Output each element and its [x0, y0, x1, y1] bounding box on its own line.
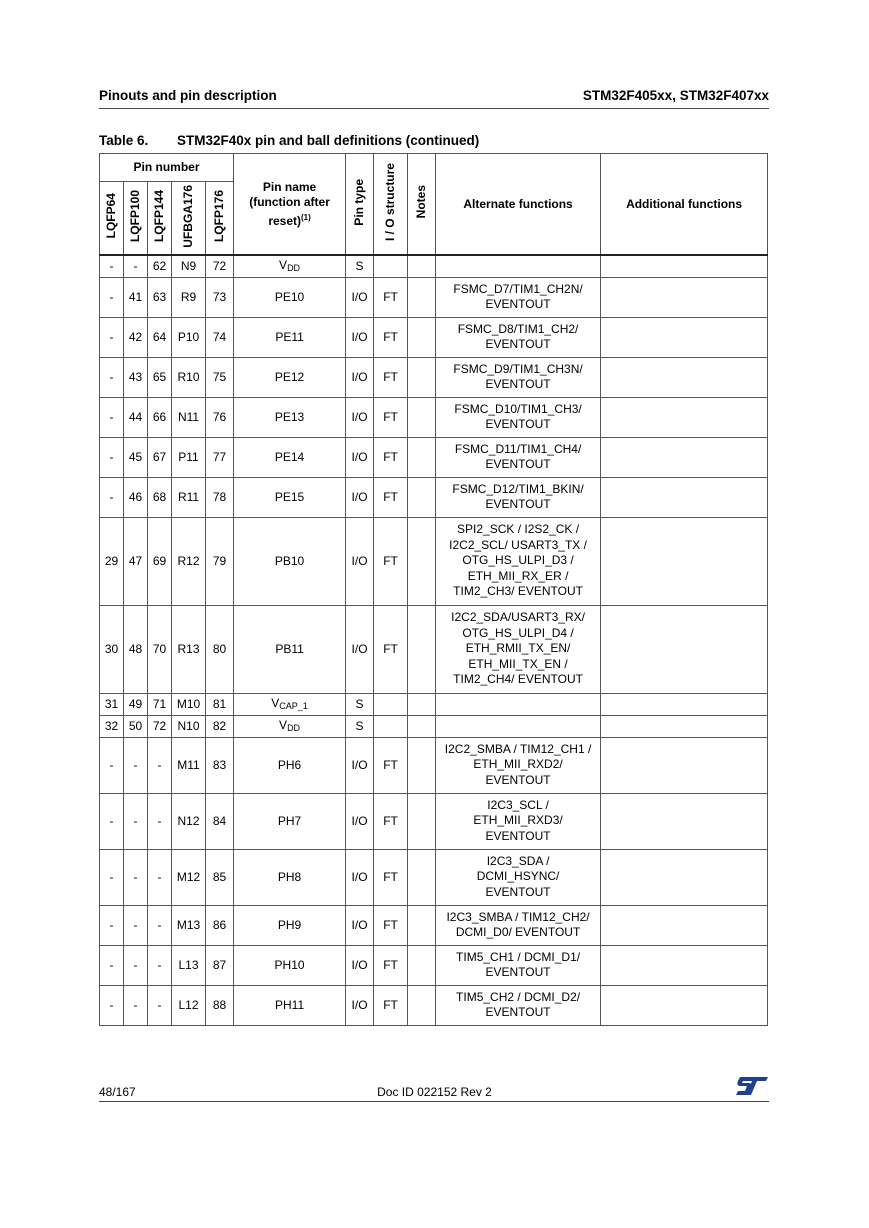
footnote-ref: (1) [301, 212, 311, 222]
pin-type-cell: I/O [346, 317, 374, 357]
pin-name-header-line2: (function after [249, 194, 330, 209]
pin-name-cell [234, 255, 346, 277]
io-structure-header [374, 154, 408, 256]
io-structure-cell: FT [374, 317, 408, 357]
pkg-header-lqfp176 [206, 182, 234, 256]
pin-type-cell: I/O [346, 397, 374, 437]
alternate-function-line: I2C2_SMBA / TIM12_CH1 / [444, 741, 592, 756]
lqfp176-cell: 79 [206, 517, 234, 605]
alternate-function-line: EVENTOUT [485, 772, 551, 787]
lqfp176-cell: 78 [206, 477, 234, 517]
ufbga176-cell: P10 [172, 317, 206, 357]
ufbga176-cell: R10 [172, 357, 206, 397]
lqfp144-cell: 72 [148, 715, 172, 737]
lqfp64-cell: - [100, 397, 124, 437]
pin-name-subscript: DD [287, 722, 301, 733]
lqfp144-cell: 64 [148, 317, 172, 357]
notes-header [408, 154, 436, 256]
table-caption [99, 133, 479, 148]
running-header-title: STM32F405xx, STM32F407xx [582, 88, 769, 103]
io-structure-cell: FT [374, 277, 408, 317]
lqfp100-cell: - [124, 255, 148, 277]
pin-name-cell [234, 397, 346, 437]
alternate-function-line: ETH_MII_RXD2/ [473, 757, 563, 772]
alternate-functions-cell [436, 737, 601, 793]
lqfp176-cell: 80 [206, 605, 234, 693]
alternate-function-line: EVENTOUT [485, 457, 551, 471]
alternate-functions-cell [436, 517, 601, 605]
alternate-functions-cell [436, 437, 601, 477]
alternate-function-line: DCMI_D0/ EVENTOUT [455, 925, 581, 939]
pin-name-cell [234, 985, 346, 1025]
alternate-functions-cell [436, 357, 601, 397]
pin-type-cell: I/O [346, 737, 374, 793]
notes-cell [408, 357, 436, 397]
pin-name: PE12 [274, 370, 305, 384]
alternate-functions-cell [436, 605, 601, 693]
lqfp100-cell: 46 [124, 477, 148, 517]
pin-name: PH8 [277, 870, 302, 884]
lqfp100-cell: 41 [124, 277, 148, 317]
alternate-function-line: FSMC_D12/TIM1_BKIN/ [452, 481, 584, 496]
table-row [100, 793, 768, 849]
lqfp100-cell: 42 [124, 317, 148, 357]
additional-functions-cell [601, 317, 768, 357]
additional-functions-cell [601, 849, 768, 905]
additional-functions-cell [601, 715, 768, 737]
lqfp144-cell: 63 [148, 277, 172, 317]
lqfp144-cell: 68 [148, 477, 172, 517]
alternate-function-line: EVENTOUT [485, 377, 551, 391]
io-structure-cell: FT [374, 905, 408, 945]
io-structure-cell: FT [374, 849, 408, 905]
ufbga176-cell: N11 [172, 397, 206, 437]
additional-functions-cell [601, 277, 768, 317]
table-body [100, 255, 768, 1025]
alternate-function-line: EVENTOUT [485, 297, 551, 311]
pin-type-cell: I/O [346, 277, 374, 317]
alternate-function-line: TIM2_CH3/ EVENTOUT [453, 584, 583, 599]
pin-name: PE10 [274, 290, 305, 304]
pin-number-group-header: Pin number [100, 154, 234, 182]
pin-name-cell [234, 715, 346, 737]
alternate-function-line: EVENTOUT [485, 417, 551, 431]
additional-functions-cell [601, 793, 768, 849]
alternate-functions-cell [436, 317, 601, 357]
lqfp144-cell: - [148, 985, 172, 1025]
lqfp64-cell: - [100, 437, 124, 477]
io-structure-cell [374, 255, 408, 277]
lqfp144-cell: 70 [148, 605, 172, 693]
pkg-header-ufbga176 [172, 182, 206, 256]
pin-type-cell: I/O [346, 605, 374, 693]
io-structure-cell: FT [374, 985, 408, 1025]
page-number: 48/167 [99, 1085, 136, 1099]
lqfp100-cell: - [124, 945, 148, 985]
alternate-functions-cell [436, 477, 601, 517]
lqfp100-cell: - [124, 737, 148, 793]
pin-type-cell: S [346, 255, 374, 277]
alternate-function-line: EVENTOUT [485, 828, 551, 843]
io-structure-cell: FT [374, 357, 408, 397]
alternate-functions-cell [436, 693, 601, 715]
pin-name: PH7 [277, 814, 302, 828]
lqfp144-cell: - [148, 905, 172, 945]
pin-type-header [346, 154, 374, 256]
pin-type-cell: I/O [346, 357, 374, 397]
lqfp144-cell: 66 [148, 397, 172, 437]
alternate-functions-cell [436, 277, 601, 317]
alternate-functions-cell [436, 985, 601, 1025]
additional-functions-cell [601, 477, 768, 517]
pkg-header-lqfp100 [124, 182, 148, 256]
ufbga176-cell: R11 [172, 477, 206, 517]
alternate-function-line: SPI2_SCK / I2S2_CK / [457, 522, 580, 537]
io-structure-cell: FT [374, 517, 408, 605]
pkg-header-lqfp144 [148, 182, 172, 256]
pin-name-subscript: DD [287, 262, 301, 273]
notes-cell [408, 715, 436, 737]
notes-cell [408, 277, 436, 317]
table-row [100, 849, 768, 905]
lqfp176-cell: 86 [206, 905, 234, 945]
lqfp64-cell: 30 [100, 605, 124, 693]
ufbga176-cell: L13 [172, 945, 206, 985]
io-structure-cell: FT [374, 737, 408, 793]
alternate-functions-cell [436, 849, 601, 905]
alternate-functions-cell [436, 397, 601, 437]
lqfp176-cell: 87 [206, 945, 234, 985]
pin-name: PE14 [274, 450, 305, 464]
pin-name: V [279, 257, 288, 272]
io-structure-cell [374, 693, 408, 715]
pin-name-header-line3: reset) [268, 213, 302, 228]
alternate-function-line: ETH_MII_RX_ER / [467, 568, 569, 583]
io-structure-cell [374, 715, 408, 737]
lqfp64-cell: 32 [100, 715, 124, 737]
pin-name-cell [234, 737, 346, 793]
pin-name: PH6 [277, 758, 302, 772]
notes-cell [408, 477, 436, 517]
additional-functions-cell [601, 357, 768, 397]
pin-name: PH10 [274, 958, 305, 972]
pin-name-cell [234, 517, 346, 605]
alternate-function-line: FSMC_D9/TIM1_CH3N/ [453, 361, 583, 376]
additional-functions-cell [601, 985, 768, 1025]
lqfp144-cell: - [148, 793, 172, 849]
lqfp100-cell: 50 [124, 715, 148, 737]
pin-type-cell: I/O [346, 945, 374, 985]
pin-name-cell [234, 357, 346, 397]
ufbga176-cell: N12 [172, 793, 206, 849]
footer-divider [99, 1101, 769, 1102]
lqfp176-cell: 77 [206, 437, 234, 477]
lqfp64-cell: - [100, 849, 124, 905]
notes-cell [408, 517, 436, 605]
lqfp144-cell: 65 [148, 357, 172, 397]
lqfp144-cell: - [148, 945, 172, 985]
table-row [100, 715, 768, 737]
alternate-functions-cell [436, 715, 601, 737]
pkg-label: LQFP64 [104, 193, 118, 239]
pin-name-header-line1: Pin name [262, 179, 317, 194]
alternate-functions-header: Alternate functions [436, 154, 601, 256]
io-structure-cell: FT [374, 945, 408, 985]
pin-type-cell: I/O [346, 905, 374, 945]
pin-name: PE11 [275, 330, 304, 344]
lqfp100-cell: 45 [124, 437, 148, 477]
pin-type-cell: I/O [346, 437, 374, 477]
lqfp64-cell: - [100, 255, 124, 277]
alternate-functions-cell [436, 905, 601, 945]
ufbga176-cell: M10 [172, 693, 206, 715]
table-title: STM32F40x pin and ball definitions (continued) [177, 133, 480, 148]
ufbga176-cell: N10 [172, 715, 206, 737]
pin-name: PB11 [275, 642, 304, 656]
table-row [100, 255, 768, 277]
alternate-function-line: I2C3_SCL / [487, 797, 549, 812]
pkg-label: UFBGA176 [181, 184, 195, 248]
io-structure-cell: FT [374, 437, 408, 477]
lqfp176-cell: 73 [206, 277, 234, 317]
alternate-function-line: EVENTOUT [485, 337, 551, 351]
pin-name-header [234, 154, 346, 256]
alternate-function-line: ETH_MII_TX_EN / [468, 656, 568, 671]
pin-name-cell [234, 277, 346, 317]
alternate-function-line: FSMC_D7/TIM1_CH2N/ [453, 281, 583, 296]
alternate-functions-cell [436, 793, 601, 849]
additional-functions-cell [601, 693, 768, 715]
notes-cell [408, 849, 436, 905]
table-row [100, 945, 768, 985]
alternate-function-line: EVENTOUT [485, 965, 551, 979]
lqfp176-cell: 81 [206, 693, 234, 715]
notes-cell [408, 905, 436, 945]
pin-name-cell [234, 477, 346, 517]
lqfp100-cell: 49 [124, 693, 148, 715]
lqfp144-cell: 71 [148, 693, 172, 715]
ufbga176-cell: R13 [172, 605, 206, 693]
lqfp64-cell: - [100, 985, 124, 1025]
lqfp64-cell: - [100, 793, 124, 849]
ufbga176-cell: P11 [172, 437, 206, 477]
additional-functions-cell [601, 945, 768, 985]
st-logo-icon [735, 1075, 769, 1097]
alternate-function-line: FSMC_D8/TIM1_CH2/ [457, 321, 579, 336]
lqfp176-cell: 82 [206, 715, 234, 737]
lqfp176-cell: 84 [206, 793, 234, 849]
table-number: Table 6. [99, 133, 149, 148]
table-row [100, 693, 768, 715]
ufbga176-cell: R9 [172, 277, 206, 317]
alternate-function-line: FSMC_D11/TIM1_CH4/ [454, 441, 582, 456]
ufbga176-cell: N9 [172, 255, 206, 277]
alternate-function-line: I2C3_SDA / [486, 853, 550, 868]
table-row [100, 277, 768, 317]
io-structure-label: I / O structure [383, 162, 398, 242]
table-row [100, 605, 768, 693]
table-row [100, 517, 768, 605]
pin-name-cell [234, 849, 346, 905]
pkg-label: LQFP176 [212, 189, 227, 243]
additional-functions-cell [601, 905, 768, 945]
alternate-function-line: TIM2_CH4/ EVENTOUT [453, 672, 583, 687]
pin-type-cell: I/O [346, 477, 374, 517]
pin-name-cell [234, 437, 346, 477]
pin-type-cell: S [346, 715, 374, 737]
alternate-function-line: EVENTOUT [485, 497, 551, 511]
io-structure-cell: FT [374, 605, 408, 693]
lqfp176-cell: 83 [206, 737, 234, 793]
alternate-function-line: I2C2_SCL/ USART3_TX / [449, 537, 587, 552]
lqfp176-cell: 72 [206, 255, 234, 277]
pin-type-cell: I/O [346, 517, 374, 605]
lqfp64-cell: 29 [100, 517, 124, 605]
notes-cell [408, 693, 436, 715]
lqfp100-cell: 43 [124, 357, 148, 397]
pin-type-cell: I/O [346, 793, 374, 849]
additional-functions-cell [601, 517, 768, 605]
alternate-functions-cell [436, 945, 601, 985]
pin-type-label: Pin type [352, 178, 367, 226]
pin-name: V [279, 717, 288, 732]
lqfp100-cell: 47 [124, 517, 148, 605]
pin-name: PE15 [274, 490, 305, 504]
lqfp64-cell: - [100, 357, 124, 397]
pin-name: PH11 [274, 998, 305, 1012]
ufbga176-cell: M12 [172, 849, 206, 905]
alternate-function-line: FSMC_D10/TIM1_CH3/ [454, 401, 582, 416]
pin-name: PH9 [277, 918, 302, 932]
pin-name-cell [234, 945, 346, 985]
lqfp64-cell: - [100, 477, 124, 517]
lqfp176-cell: 88 [206, 985, 234, 1025]
lqfp100-cell: - [124, 985, 148, 1025]
lqfp100-cell: 44 [124, 397, 148, 437]
pkg-header-lqfp64 [100, 182, 124, 256]
table-row [100, 737, 768, 793]
pin-name-cell [234, 905, 346, 945]
table-row [100, 477, 768, 517]
pin-name-cell [234, 605, 346, 693]
ufbga176-cell: M11 [172, 737, 206, 793]
alternate-function-line: TIM5_CH1 / DCMI_D1/ [456, 949, 581, 964]
alternate-function-line: OTG_HS_ULPI_D4 / [462, 625, 574, 640]
alternate-function-line: I2C3_SMBA / TIM12_CH2/ [446, 909, 590, 924]
lqfp100-cell: - [124, 905, 148, 945]
notes-label: Notes [414, 185, 429, 219]
alternate-function-line: TIM5_CH2 / DCMI_D2/ [456, 989, 581, 1004]
notes-cell [408, 793, 436, 849]
additional-functions-cell [601, 255, 768, 277]
notes-cell [408, 945, 436, 985]
notes-cell [408, 605, 436, 693]
notes-cell [408, 737, 436, 793]
io-structure-cell: FT [374, 793, 408, 849]
running-header-section: Pinouts and pin description [99, 88, 277, 103]
alternate-function-line: ETH_MII_RXD3/ [473, 813, 563, 828]
pin-name-subscript: CAP_1 [279, 700, 308, 711]
table-row [100, 905, 768, 945]
pkg-label: LQFP100 [128, 189, 142, 243]
notes-cell [408, 437, 436, 477]
doc-id: Doc ID 022152 Rev 2 [377, 1085, 492, 1099]
lqfp176-cell: 85 [206, 849, 234, 905]
lqfp144-cell: - [148, 737, 172, 793]
pin-name-cell [234, 693, 346, 715]
pin-type-cell: I/O [346, 985, 374, 1025]
lqfp176-cell: 75 [206, 357, 234, 397]
table-row [100, 397, 768, 437]
io-structure-cell: FT [374, 397, 408, 437]
alternate-function-line: DCMI_HSYNC/ [476, 869, 560, 884]
table-row [100, 357, 768, 397]
pin-name: PE13 [274, 410, 305, 424]
lqfp144-cell: 62 [148, 255, 172, 277]
lqfp176-cell: 76 [206, 397, 234, 437]
additional-functions-cell [601, 397, 768, 437]
header-divider [99, 108, 769, 109]
ufbga176-cell: L12 [172, 985, 206, 1025]
table-row [100, 317, 768, 357]
pin-definitions-table [99, 153, 768, 1026]
lqfp100-cell: - [124, 793, 148, 849]
additional-functions-header: Additional functions [601, 154, 768, 256]
additional-functions-cell [601, 737, 768, 793]
alternate-function-line: OTG_HS_ULPI_D3 / [462, 553, 574, 568]
lqfp64-cell: - [100, 277, 124, 317]
pin-type-cell: S [346, 693, 374, 715]
pin-name-cell [234, 317, 346, 357]
lqfp64-cell: - [100, 737, 124, 793]
lqfp100-cell: 48 [124, 605, 148, 693]
notes-cell [408, 397, 436, 437]
lqfp176-cell: 74 [206, 317, 234, 357]
alternate-function-line: EVENTOUT [485, 1005, 551, 1019]
pin-name: V [271, 695, 280, 710]
alternate-function-line: EVENTOUT [485, 884, 551, 899]
pkg-label: LQFP144 [152, 189, 166, 243]
notes-cell [408, 985, 436, 1025]
table-row [100, 437, 768, 477]
additional-functions-cell [601, 437, 768, 477]
lqfp144-cell: 69 [148, 517, 172, 605]
pin-name-cell [234, 793, 346, 849]
notes-cell [408, 317, 436, 357]
lqfp144-cell: - [148, 849, 172, 905]
ufbga176-cell: R12 [172, 517, 206, 605]
alternate-functions-cell [436, 255, 601, 277]
additional-functions-cell [601, 605, 768, 693]
ufbga176-cell: M13 [172, 905, 206, 945]
io-structure-cell: FT [374, 477, 408, 517]
notes-cell [408, 255, 436, 277]
lqfp144-cell: 67 [148, 437, 172, 477]
pin-name: PB10 [274, 554, 305, 568]
table-row [100, 985, 768, 1025]
lqfp64-cell: 31 [100, 693, 124, 715]
lqfp100-cell: - [124, 849, 148, 905]
pin-type-cell: I/O [346, 849, 374, 905]
lqfp64-cell: - [100, 945, 124, 985]
lqfp64-cell: - [100, 317, 124, 357]
alternate-function-line: I2C2_SDA/USART3_RX/ [451, 610, 585, 625]
lqfp64-cell: - [100, 905, 124, 945]
alternate-function-line: ETH_RMII_TX_EN/ [465, 641, 571, 656]
